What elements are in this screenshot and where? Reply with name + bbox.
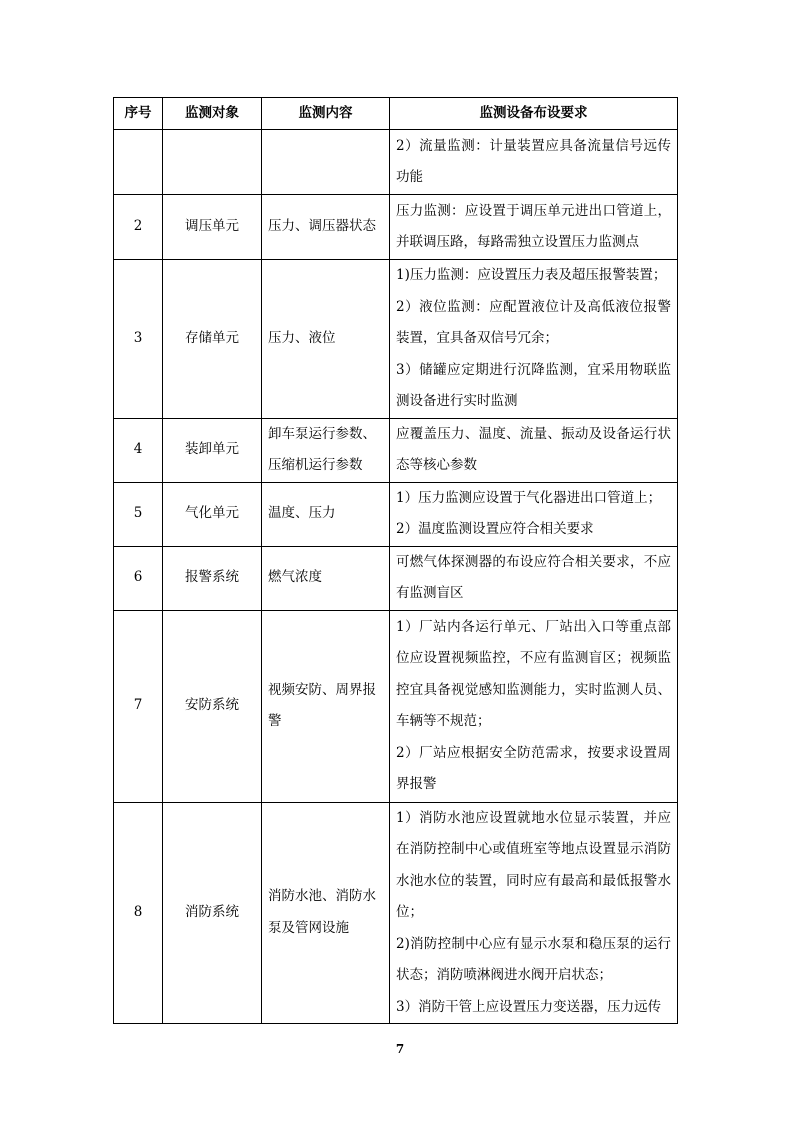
row-monitoring-object: 调压单元 [163, 195, 262, 260]
header-index: 序号 [114, 98, 163, 130]
requirement-item: 1)压力监测：应设置压力表及超压报警装置； [396, 267, 667, 283]
requirement-item: 2）温度监测设置应符合相关要求 [396, 521, 594, 537]
requirement-item: 2)消防控制中心应有显示水泵和稳压泵的运行状态；消防喷淋阀进水阀开启状态； [396, 935, 671, 983]
row-index: 7 [114, 610, 163, 802]
row-requirement [390, 482, 678, 546]
table-header-row [114, 98, 678, 130]
table-row [114, 802, 678, 1024]
row-requirement [390, 130, 678, 195]
row-index: 3 [114, 260, 163, 419]
row-monitoring-object: 存储单元 [163, 260, 262, 419]
table-row [114, 195, 678, 260]
row-monitoring-content: 视频安防、周界报警 [262, 610, 390, 802]
row-requirement [390, 610, 678, 802]
row-monitoring-object: 消防系统 [163, 802, 262, 1024]
requirement-item: 应覆盖压力、温度、流量、振动及设备运行状态等核心参数 [396, 425, 671, 473]
requirement-item: 1）消防水池应设置就地水位显示装置，并应在消防控制中心或值班室等地点设置显示消防水池水位的装置，同时应有最高和最低报警水位； [396, 809, 671, 920]
row-monitoring-content: 卸车泵运行参数、压缩机运行参数 [262, 418, 390, 482]
requirement-item: 2）液位监测：应配置液位计及高低液位报警装置，宜具备双信号冗余； [396, 298, 671, 346]
row-requirement [390, 260, 678, 419]
row-monitoring-content: 压力、调压器状态 [262, 195, 390, 260]
table-row [114, 260, 678, 419]
requirement-item: 1）厂站内各运行单元、厂站出入口等重点部位应设置视频监控，不应有监测盲区；视频监控宜具备视觉感知监测能力，实时监测人员、车辆等不规范； [396, 618, 671, 729]
table-row [114, 482, 678, 546]
requirement-item: 3）储罐应定期进行沉降监测，宜采用物联监测设备进行实时监测 [396, 361, 671, 409]
row-monitoring-object: 装卸单元 [163, 418, 262, 482]
page-number: 7 [395, 1042, 405, 1056]
row-monitoring-object [163, 130, 262, 195]
row-index: 5 [114, 482, 163, 546]
row-index: 4 [114, 418, 163, 482]
header-requirement: 监测设备布设要求 [390, 98, 678, 130]
row-monitoring-object: 气化单元 [163, 482, 262, 546]
row-monitoring-content [262, 130, 390, 195]
row-index: 2 [114, 195, 163, 260]
requirement-item: 压力监测：应设置于调压单元进出口管道上，并联调压路，每路需独立设置压力监测点 [396, 202, 671, 250]
table-row [114, 546, 678, 610]
table-row [114, 610, 678, 802]
requirement-item: 2）厂站应根据安全防范需求，按要求设置周界报警 [396, 744, 671, 792]
row-requirement [390, 418, 678, 482]
table-row [114, 418, 678, 482]
header-object: 监测对象 [163, 98, 262, 130]
row-monitoring-content: 压力、液位 [262, 260, 390, 419]
row-requirement [390, 802, 678, 1024]
row-index [114, 130, 163, 195]
requirement-item: 可燃气体探测器的布设应符合相关要求，不应有监测盲区 [396, 553, 671, 601]
header-content: 监测内容 [262, 98, 390, 130]
row-monitoring-content: 温度、压力 [262, 482, 390, 546]
requirement-item: 2）流量监测：计量装置应具备流量信号远传功能 [396, 137, 671, 185]
row-requirement [390, 546, 678, 610]
requirement-item: 1）压力监测应设置于气化器进出口管道上； [396, 489, 662, 506]
monitoring-requirements-table [113, 97, 678, 1024]
row-monitoring-content: 消防水池、消防水泵及管网设施 [262, 802, 390, 1024]
table-row [114, 130, 678, 195]
row-index: 8 [114, 802, 163, 1024]
row-monitoring-object: 安防系统 [163, 610, 262, 802]
row-index: 6 [114, 546, 163, 610]
row-monitoring-content: 燃气浓度 [262, 546, 390, 610]
row-monitoring-object: 报警系统 [163, 546, 262, 610]
requirement-item: 3）消防干管上应设置压力变送器，压力远传 [396, 998, 662, 1015]
row-requirement [390, 195, 678, 260]
